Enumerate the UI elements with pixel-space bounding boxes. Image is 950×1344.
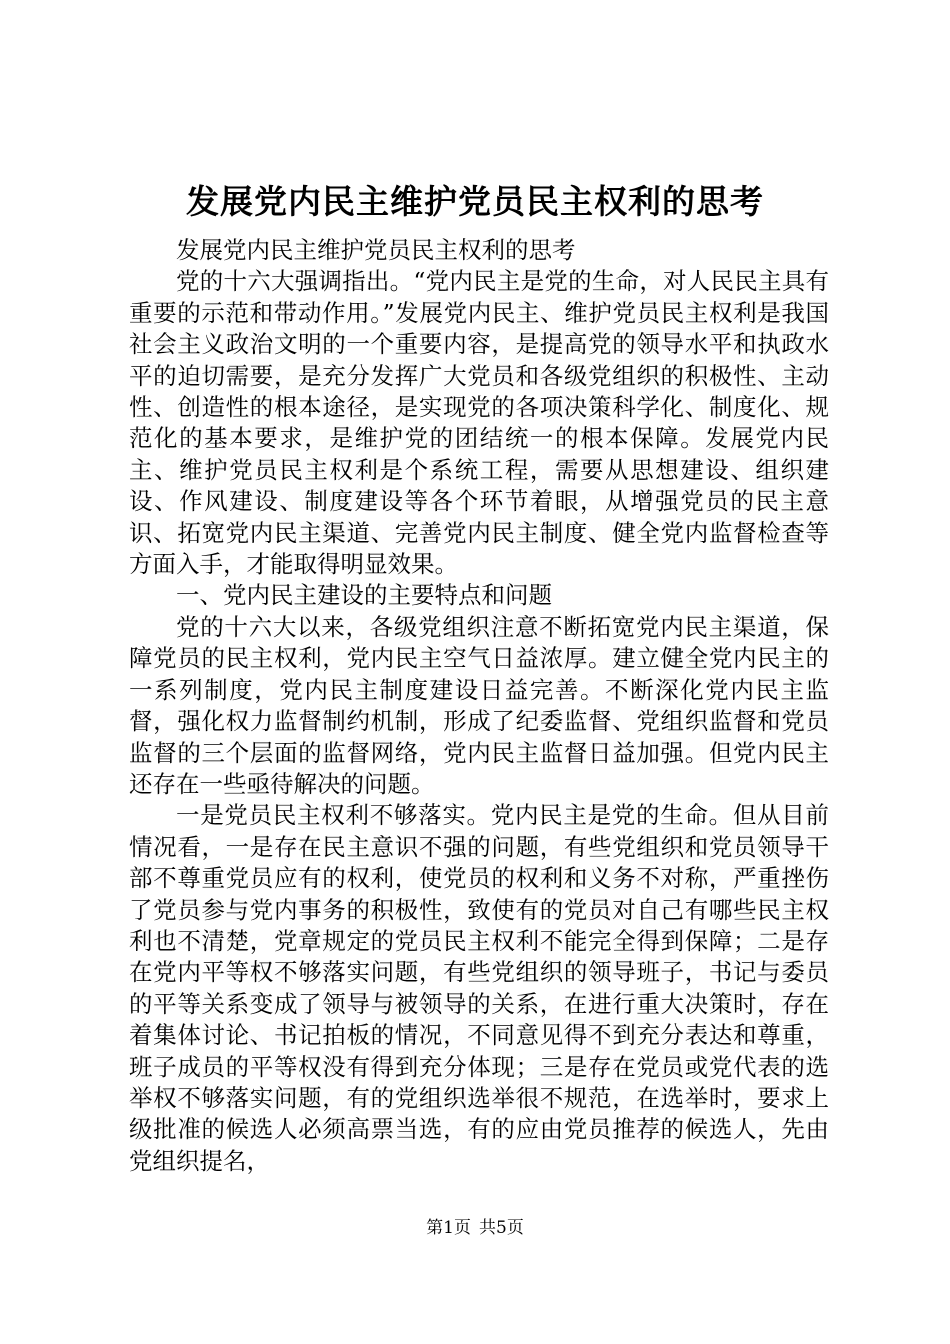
document-title: 发展党内民主维护党员民主权利的思考	[186, 182, 764, 221]
paragraph-section-2: 一是党员民主权利不够落实。党内民主是党的生命。但从目前情况看，一是存在民主意识不强的问题，有些党组织和党员领导干部不尊重党员应有的权利，使党员的权利和义务不对称，严重挫伤了党员参与党内事务的积极性，致使有的党员对自己有哪些民主权利也不清楚，党章规定的党员民主权利不能完全得到保障；二是存在党内平等权不够落实问题，有些党组织的领导班子，书记与委员的平等关系变成了领导与被领导的关系，在进行重大决策时，存在着集体讨论、书记拍板的情况，不同意见得不到充分表达和尊重，班子成员的平等权没有得到充分体现；三是存在党员或党代表的选举权不够落实问题，有的党组织选举很不规范，在选举时，要求上级批准的候选人必须高票当选，有的应由党员推荐的候选人，先由党组织提名，	[129, 801, 829, 1175]
paragraph-subtitle: 发展党内民主维护党员民主权利的思考	[176, 236, 576, 264]
paragraph-section-1: 党的十六大以来，各级党组织注意不断拓宽党内民主渠道，保障党员的民主权利，党内民主空气日益浓厚。建立健全党内民主的一系列制度，党内民主制度建设日益完善。不断深化党内民主监督，强化权力监督制约机制，形成了纪委监督、党组织监督和党员监督的三个层面的监督网络，党内民主监督日益加强。但党内民主还存在一些亟待解决的问题。	[129, 612, 829, 798]
section-heading: 一、党内民主建设的主要特点和问题	[176, 581, 552, 610]
page-footer	[0, 1216, 950, 1240]
document-body	[129, 235, 829, 1177]
page-number: 第1页	[426, 1218, 471, 1238]
paragraph-intro: 党的十六大强调指出。“党内民主是党的生命，对人民民主具有重要的示范和带动作用。”发展党内民主、维护党员民主权利是我国社会主义政治文明的一个重要内容，是提高党的领导水平和执政水平的迫切需要，是充分发挥广大党员和各级党组织的积极性、主动性、创造性的根本途径，是实现党的各项决策科学化、制度化、规范化的基本要求，是维护党的团结统一的根本保障。发展党内民主、维护党员民主权利是个系统工程，需要从思想建设、组织建设、作风建设、制度建设等各个环节着眼，从增强党员的民主意识、拓宽党内民主渠道、完善党内民主制度、健全党内监督检查等方面入手，才能取得明显效果。	[129, 267, 829, 579]
page-total: 共5页	[479, 1218, 524, 1238]
